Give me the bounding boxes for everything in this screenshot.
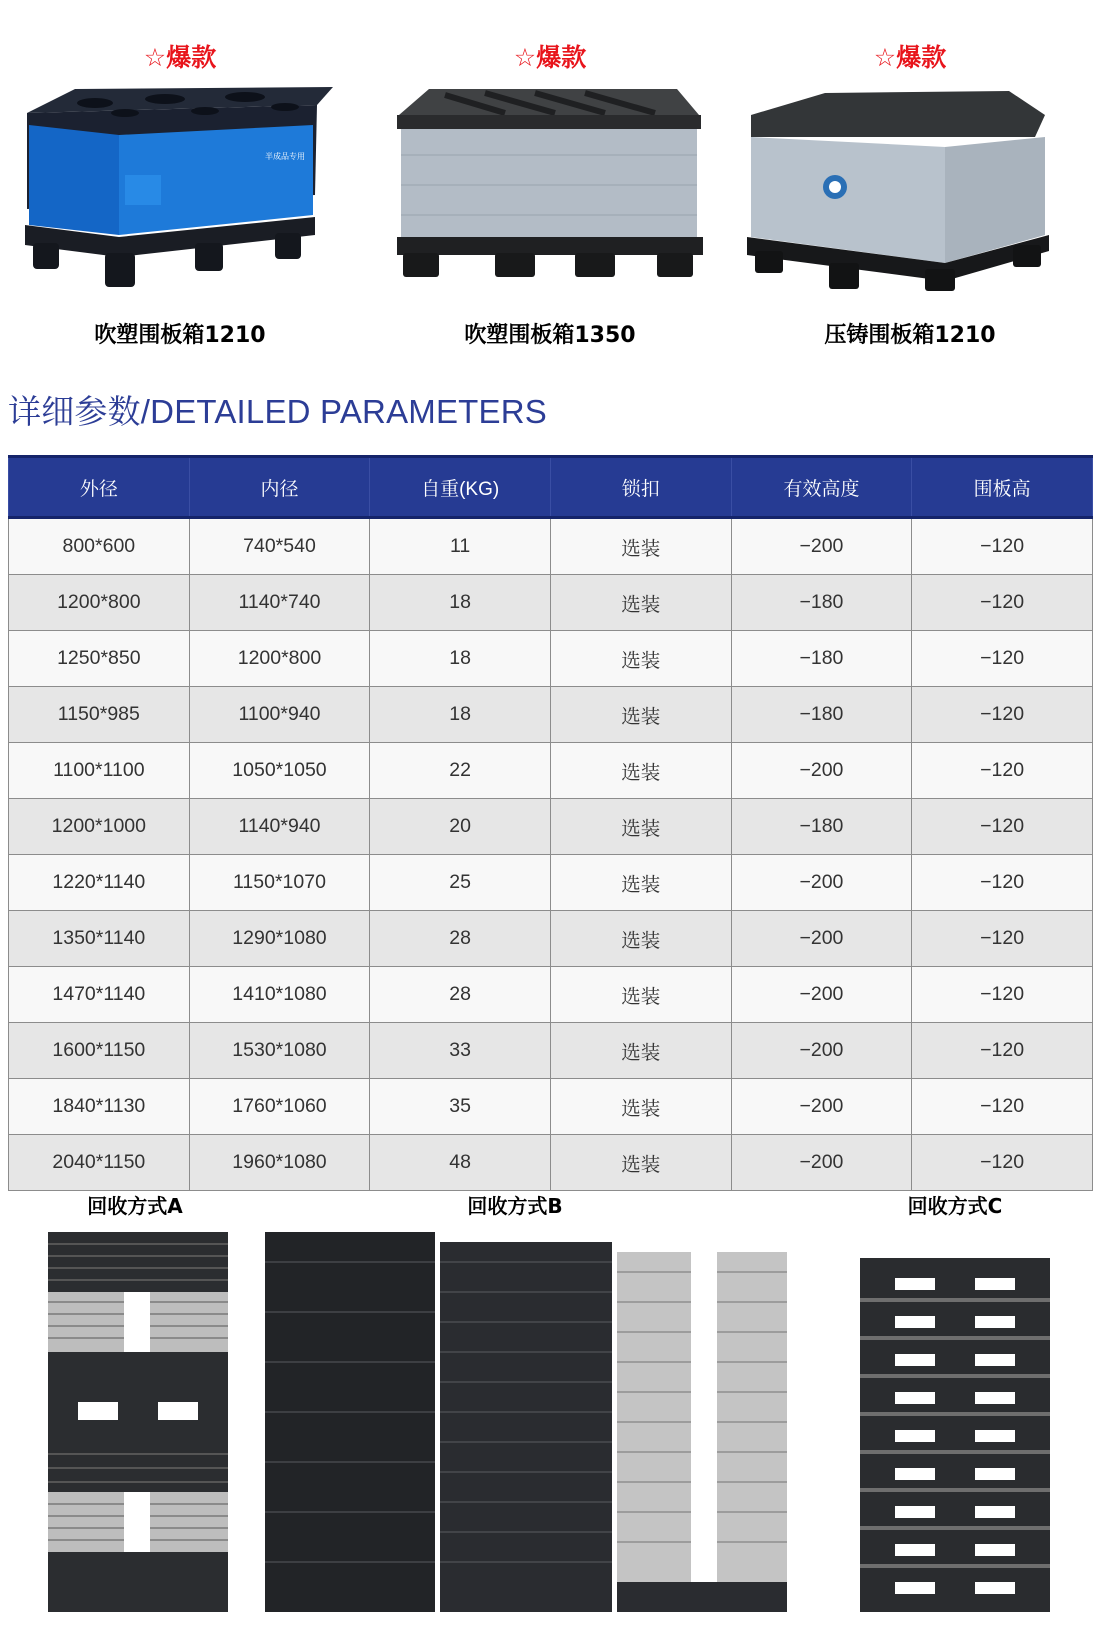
table-cell: 28 — [370, 967, 551, 1023]
table-cell: 1470*1140 — [9, 967, 190, 1023]
table-cell: 1410*1080 — [189, 967, 370, 1023]
table-cell: 1200*800 — [9, 575, 190, 631]
product-name: 压铸围板箱1210 — [824, 323, 996, 348]
table-cell: 1250*850 — [9, 631, 190, 687]
header-inner-size: 内径 — [189, 457, 370, 518]
hot-badge: ☆爆款 — [873, 43, 947, 72]
product-card[interactable] — [370, 0, 730, 360]
table-row — [9, 631, 1093, 687]
table-cell: −120 — [912, 575, 1093, 631]
table-cell: 1150*985 — [9, 687, 190, 743]
table-cell: 1050*1050 — [189, 743, 370, 799]
stacking-method-c-image — [860, 1258, 1050, 1612]
table-cell: 18 — [370, 631, 551, 687]
table-cell: 18 — [370, 575, 551, 631]
table-cell: −180 — [731, 631, 912, 687]
table-cell: −200 — [731, 1079, 912, 1135]
table-cell: 选装 — [550, 631, 731, 687]
table-cell: 选装 — [550, 687, 731, 743]
table-cell: 1760*1060 — [189, 1079, 370, 1135]
table-header-row — [9, 457, 1093, 518]
table-cell: 1350*1140 — [9, 911, 190, 967]
table-cell: −200 — [731, 967, 912, 1023]
table-cell: 1290*1080 — [189, 911, 370, 967]
die-cast-box-1210-image — [745, 85, 1075, 295]
table-cell: 1150*1070 — [189, 855, 370, 911]
table-cell: 800*600 — [9, 518, 190, 575]
table-cell: −200 — [731, 1023, 912, 1079]
table-row — [9, 911, 1093, 967]
table-cell: −120 — [912, 967, 1093, 1023]
table-cell: 1200*800 — [189, 631, 370, 687]
table-cell: 22 — [370, 743, 551, 799]
blow-molded-box-1210-image — [15, 85, 345, 295]
table-cell: −180 — [731, 799, 912, 855]
table-cell: −200 — [731, 743, 912, 799]
table-row — [9, 575, 1093, 631]
table-cell: −200 — [731, 518, 912, 575]
table-cell: −180 — [731, 687, 912, 743]
table-cell: 20 — [370, 799, 551, 855]
table-cell: 35 — [370, 1079, 551, 1135]
table-cell: −120 — [912, 631, 1093, 687]
header-lock: 锁扣 — [550, 457, 731, 518]
table-cell: 选装 — [550, 967, 731, 1023]
product-name: 吹塑围板箱1210 — [94, 323, 266, 348]
table-cell: 1840*1130 — [9, 1079, 190, 1135]
table-cell: −120 — [912, 743, 1093, 799]
header-weight: 自重(KG) — [370, 457, 551, 518]
table-cell: 选装 — [550, 518, 731, 575]
table-row — [9, 967, 1093, 1023]
table-cell: 25 — [370, 855, 551, 911]
header-panel-height: 围板高 — [912, 457, 1093, 518]
table-cell: −120 — [912, 1135, 1093, 1191]
stacking-method-a-image — [48, 1232, 228, 1612]
table-cell: 33 — [370, 1023, 551, 1079]
table-cell: 1600*1150 — [9, 1023, 190, 1079]
table-row — [9, 518, 1093, 575]
stacking-method-b-image — [265, 1232, 790, 1612]
table-cell: −180 — [731, 575, 912, 631]
parameters-table — [8, 455, 1093, 1191]
table-row — [9, 1023, 1093, 1079]
product-card[interactable] — [0, 0, 360, 360]
table-cell: 1140*940 — [189, 799, 370, 855]
header-outer-size: 外径 — [9, 457, 190, 518]
table-cell: −200 — [731, 911, 912, 967]
header-effective-height: 有效高度 — [731, 457, 912, 518]
recycle-method-a-label: 回收方式A — [87, 1194, 183, 1218]
product-card[interactable] — [730, 0, 1090, 360]
table-cell: 选装 — [550, 911, 731, 967]
table-cell: −120 — [912, 911, 1093, 967]
recycle-method-c-label: 回收方式C — [907, 1194, 1003, 1218]
table-cell: −200 — [731, 855, 912, 911]
table-cell: −120 — [912, 1023, 1093, 1079]
product-name: 吹塑围板箱1350 — [464, 323, 636, 348]
table-cell: 1200*1000 — [9, 799, 190, 855]
svg-text:半成品专用: 半成品专用 — [265, 152, 305, 161]
table-cell: 48 — [370, 1135, 551, 1191]
table-row — [9, 1135, 1093, 1191]
table-row — [9, 687, 1093, 743]
product-showcase — [0, 0, 1100, 360]
table-cell: 2040*1150 — [9, 1135, 190, 1191]
table-cell: 740*540 — [189, 518, 370, 575]
table-cell: 选装 — [550, 743, 731, 799]
table-cell: 1140*740 — [189, 575, 370, 631]
hot-badge: ☆爆款 — [513, 43, 587, 72]
table-row — [9, 799, 1093, 855]
table-cell: 1960*1080 — [189, 1135, 370, 1191]
table-cell: 1100*940 — [189, 687, 370, 743]
table-cell: −120 — [912, 799, 1093, 855]
hot-badge: ☆爆款 — [143, 43, 217, 72]
table-cell: 28 — [370, 911, 551, 967]
table-cell: 选装 — [550, 575, 731, 631]
table-cell: 11 — [370, 518, 551, 575]
table-row — [9, 743, 1093, 799]
recycle-method-b-label: 回收方式B — [467, 1194, 563, 1218]
table-cell: −120 — [912, 855, 1093, 911]
table-cell: −120 — [912, 687, 1093, 743]
table-cell: 选装 — [550, 1023, 731, 1079]
table-cell: 1100*1100 — [9, 743, 190, 799]
table-cell: −120 — [912, 1079, 1093, 1135]
table-cell: 1530*1080 — [189, 1023, 370, 1079]
table-cell: 选装 — [550, 1135, 731, 1191]
table-cell: −120 — [912, 518, 1093, 575]
table-cell: 选装 — [550, 1079, 731, 1135]
table-row — [9, 855, 1093, 911]
table-cell: −200 — [731, 1135, 912, 1191]
section-title: 详细参数/DETAILED PARAMETERS — [8, 393, 547, 430]
table-cell: 选装 — [550, 799, 731, 855]
table-cell: 1220*1140 — [9, 855, 190, 911]
table-cell: 选装 — [550, 855, 731, 911]
blow-molded-box-1350-image — [385, 85, 715, 295]
table-cell: 18 — [370, 687, 551, 743]
table-row — [9, 1079, 1093, 1135]
